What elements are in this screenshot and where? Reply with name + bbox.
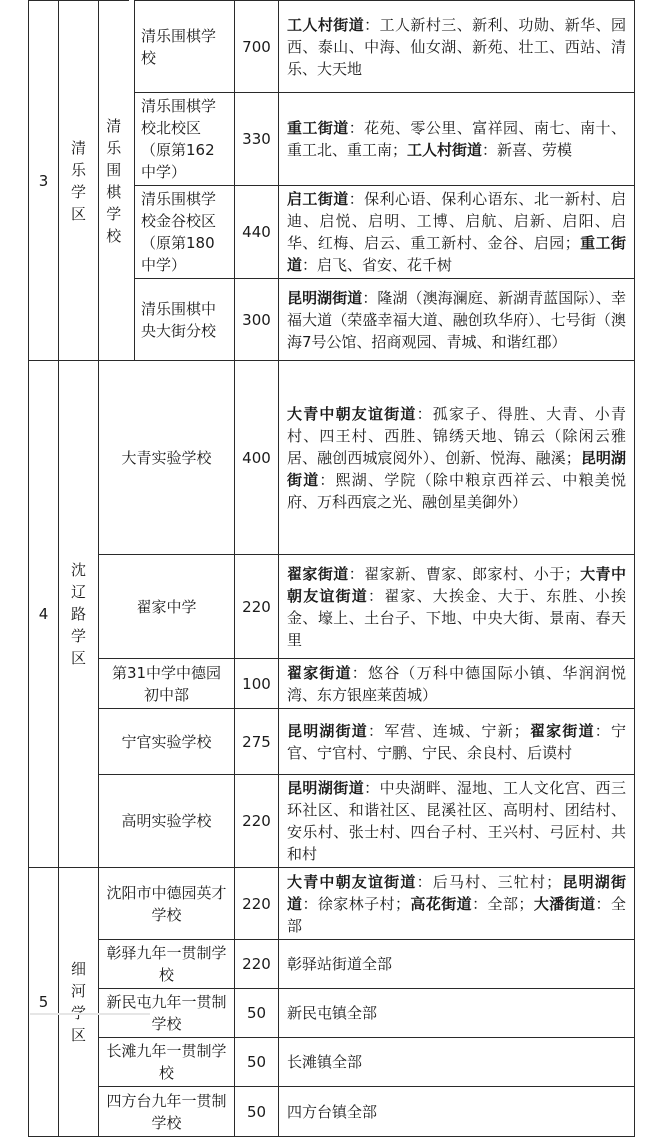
area-text: ：悠谷（万科中德国际小镇、华润润悦湾、东方银座莱茵城）: [287, 663, 626, 704]
area-text: ：花苑、零公里、富祥园、南七、南十、重工北、重工南；: [287, 119, 626, 159]
enrollment-table-page: [28, 0, 634, 1132]
enrollment-quota: 100: [235, 659, 279, 709]
street-name: 重工街道: [287, 119, 349, 137]
school-name: 宁官实验学校: [99, 709, 235, 775]
enrollment-quota: 400: [235, 361, 279, 555]
district-number: 3: [29, 1, 59, 361]
school-name: 翟家中学: [99, 555, 235, 659]
catchment-area: [279, 659, 635, 709]
catchment-area: [279, 940, 635, 989]
catchment-area: [279, 93, 635, 186]
district-name: [59, 1, 99, 361]
area-text: 长滩镇全部: [287, 1053, 363, 1071]
table-row: [29, 1038, 635, 1087]
area-text: ：孤家子、得胜、大青、小青村、四王村、西胜、锦绣天地、锦云（除闲云雅居、融创西城宸阅外）、创新、悦海、融溪；: [287, 404, 626, 467]
school-name: 四方台九年一贯制学校: [99, 1087, 235, 1137]
area-text: ：中央湖畔、湿地、工人文化宫、西三环社区、和谐社区、昆溪社区、高明村、团结村、安乐村、张士村、四台子村、王兴村、弓匠村、共和村: [287, 779, 626, 863]
street-name: 翟家街道: [287, 663, 352, 682]
area-text: ：保利心语、保利心语东、北一新村、启迪、启悦、启明、工博、启航、启新、启阳、启华、红梅、启云、重工新村、金谷、启园；: [287, 190, 626, 252]
street-name: 启工街道: [287, 190, 349, 208]
area-text: ：翟家、大挨金、大于、东胜、小挨金、壕上、土台子、下地、中央大街、景南、春天里: [287, 586, 626, 649]
catchment-area: [279, 989, 635, 1038]
enrollment-table: [28, 0, 635, 1137]
street-name: 昆明湖街道: [287, 872, 626, 913]
area-text: ：熙湖、学院（除中粮京西祥云、中粮美悦府、万科西宸之光、融创星美御外）: [287, 470, 626, 511]
enrollment-quota: 440: [235, 186, 279, 279]
enrollment-quota: 700: [235, 1, 279, 93]
school-name: 清乐围棋学校: [135, 1, 235, 93]
school-name: 新民屯九年一贯制学校: [99, 989, 235, 1038]
table-row: [29, 361, 635, 555]
area-text: ：翟家新、曹家、郎家村、小于；: [348, 564, 580, 583]
area-text: ：全部；: [472, 894, 534, 913]
enrollment-quota: 275: [235, 709, 279, 775]
street-name: 大潘街道: [533, 894, 596, 913]
catchment-area: [279, 709, 635, 775]
school-group-name: [99, 1, 129, 361]
catchment-area: [279, 279, 635, 361]
enrollment-quota: 220: [235, 868, 279, 940]
street-name: 昆明湖街道: [287, 288, 363, 307]
table-row: [29, 659, 635, 709]
enrollment-quota: 50: [235, 1038, 279, 1087]
school-name: 沈阳市中德园英才学校: [99, 868, 235, 940]
enrollment-quota: 220: [235, 940, 279, 989]
street-name: 翟家街道: [287, 564, 349, 583]
area-text: ：宁官、宁官村、宁鹏、宁民、余良村、后谟村: [287, 721, 626, 762]
catchment-area: [279, 186, 635, 279]
catchment-area: [279, 1087, 635, 1137]
district-name-text: 清乐学区: [70, 138, 86, 223]
school-name: 大青实验学校: [99, 361, 235, 555]
area-text: 新民屯镇全部: [287, 1004, 378, 1022]
school-name: 清乐围棋中央大街分校: [135, 279, 235, 361]
table-row: [29, 555, 635, 659]
catchment-area: [279, 1, 635, 93]
area-text: 彰驿站街道全部: [287, 955, 393, 973]
district-name: [59, 361, 99, 868]
street-name: 工人村街道: [407, 141, 483, 159]
catchment-area: [279, 775, 635, 868]
school-name: 彰驿九年一贯制学校: [99, 940, 235, 989]
table-row: [29, 709, 635, 775]
street-name: 重工街道: [287, 234, 626, 274]
street-name: 昆明湖街道: [287, 721, 368, 740]
school-group-text: 清乐围棋学校: [106, 116, 122, 245]
area-text: ：启飞、省安、花千树: [302, 256, 453, 274]
street-name: 昆明湖街道: [287, 448, 626, 489]
street-name: 大青中朝友谊街道: [287, 404, 417, 423]
area-text: ：军营、连城、宁新；: [368, 721, 529, 740]
enrollment-quota: 330: [235, 93, 279, 186]
district-number: 5: [29, 868, 59, 1137]
area-text: 四方台镇全部: [287, 1102, 378, 1121]
table-row: [29, 1, 635, 93]
catchment-area: [279, 868, 635, 940]
table-row: [29, 940, 635, 989]
street-name: 大青中朝友谊街道: [287, 564, 626, 605]
street-name: 翟家街道: [528, 721, 595, 740]
area-text: ：后马村、三牤村；: [416, 872, 562, 891]
district-name-text: 细河学区: [70, 960, 86, 1044]
area-text: ：隆湖（澳海澜庭、新湖青蓝国际）、幸福大道（荣盛幸福大道、融创玖华府）、七号街（澳海7号公馆、招商观园、青城、和谐红郡）: [287, 288, 626, 351]
catchment-area: [279, 361, 635, 555]
enrollment-quota: 50: [235, 1087, 279, 1137]
area-text: ：工人新村三、新利、功勋、新华、园西、泰山、中海、仙女湖、新苑、壮工、西站、清乐、大天地: [287, 15, 626, 78]
school-name: 清乐围棋学校北校区（原第162中学）: [135, 93, 235, 186]
area-text: ：新喜、劳模: [482, 141, 573, 159]
enrollment-quota: 220: [235, 775, 279, 868]
area-text: ：徐家林子村；: [302, 894, 410, 913]
district-name: [59, 868, 99, 1137]
enrollment-quota: 50: [235, 989, 279, 1038]
school-name: 高明实验学校: [99, 775, 235, 868]
catchment-area: [279, 1038, 635, 1087]
enrollment-quota: 300: [235, 279, 279, 361]
catchment-area: [279, 555, 635, 659]
school-name: 清乐围棋学校金谷校区（原第180中学）: [135, 186, 235, 279]
table-row: [29, 775, 635, 868]
street-name: 高花街道: [409, 894, 473, 913]
page-bottom-divider: [30, 1013, 150, 1015]
area-text: ：全部: [287, 894, 626, 935]
street-name: 昆明湖街道: [287, 779, 365, 797]
school-name: 长滩九年一贯制学校: [99, 1038, 235, 1087]
district-number: 4: [29, 361, 59, 868]
table-row: [29, 868, 635, 940]
table-row: [29, 1087, 635, 1137]
enrollment-quota: 220: [235, 555, 279, 659]
street-name: 工人村街道: [287, 15, 365, 34]
district-name-text: 沈辽路学区: [70, 561, 86, 667]
street-name: 大青中朝友谊街道: [287, 872, 417, 891]
school-name: 第31中学中德园初中部: [99, 659, 235, 709]
